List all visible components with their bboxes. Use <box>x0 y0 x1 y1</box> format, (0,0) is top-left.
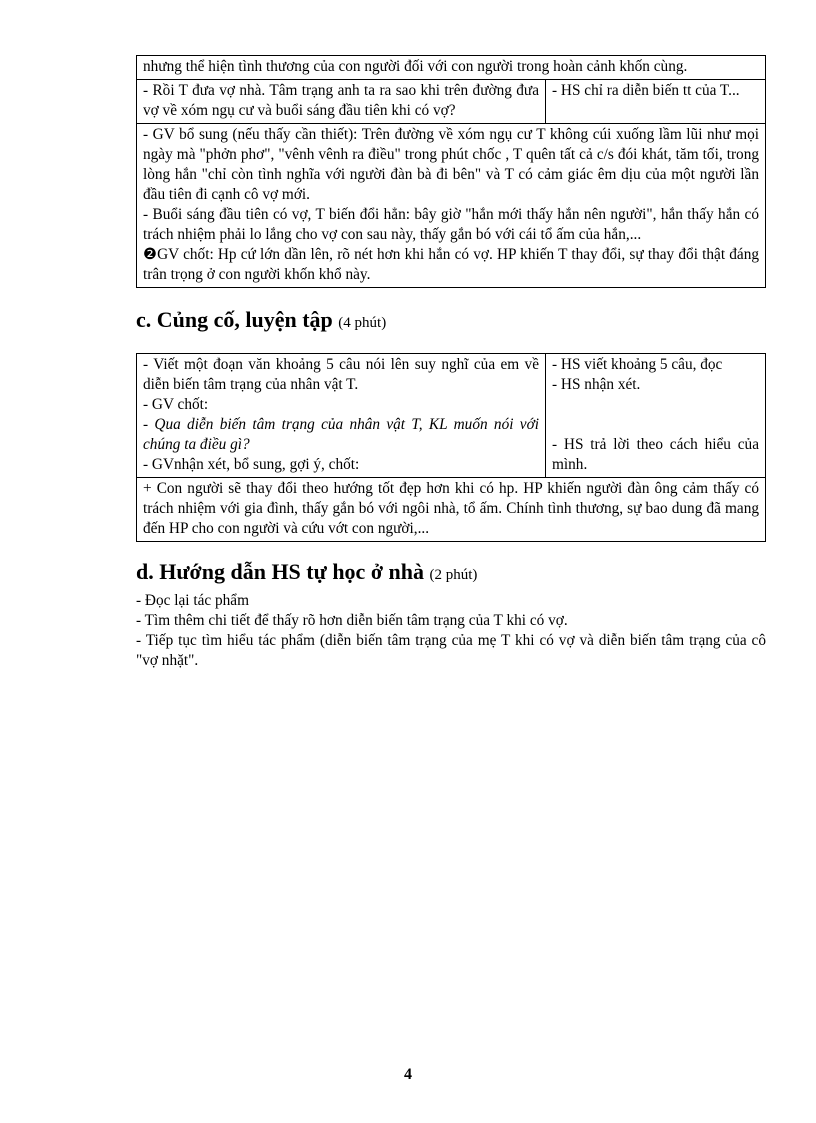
section-d-title: d. Hướng dẫn HS tự học ở nhà <box>136 559 424 584</box>
teacher-supplement: - GV bổ sung (nếu thấy cần thiết): Trên đường về xóm ngụ cư T không cúi xuống lầm lũi như mọi ngày mà "phởn phơ", "vênh vênh ra điều" trong phút chốc , T quên tất cả c/s đói khát, tăm tối, trong lòng hắn "chỉ còn tình nghĩa với người đàn bà đi bên" và T có cảm giác êm dịu của một người lần đầu tiên đi cạnh cô vợ mới. <box>143 126 759 203</box>
student-comments: - HS nhận xét. <box>552 376 641 393</box>
student-answers: - HS trả lời theo cách hiểu của mình. <box>552 436 759 473</box>
lesson-table-1 <box>136 55 766 288</box>
section-d-heading <box>136 558 766 589</box>
lesson-table-2 <box>136 353 766 542</box>
page-content <box>136 55 766 671</box>
discussion-question: - Qua diễn biến tâm trạng của nhân vật T, KL muốn nói với chúng ta điều gì? <box>143 416 539 453</box>
teacher-question: - Rồi T đưa vợ nhà. Tâm trạng anh ta ra sao khi trên đường đưa vợ về xóm ngụ cư và buổi sáng đầu tiên khi có vợ? <box>143 82 539 119</box>
lesson-conclusion: + Con người sẽ thay đổi theo hướng tốt đẹp hơn khi có hp. HP khiến người đàn ông cảm thấy có trách nhiệm với gia đình, thấy gắn bó với ngôi nhà, tổ ấm. Chính tình thương, sự bao dung đã mang đến HP cho con người và cứu vớt con người,... <box>143 480 759 537</box>
student-activity: - HS chỉ ra diễn biến tt của T... <box>552 82 740 99</box>
teacher-conclusion <box>143 245 759 285</box>
section-d-time: (2 phút) <box>429 567 478 583</box>
spacer <box>552 395 759 415</box>
table2-left <box>137 354 546 478</box>
table1-row1-text: nhưng thể hiện tình thương của con người đối với con người trong hoàn cảnh khốn cùng. <box>143 58 688 75</box>
homework-item: - Đọc lại tác phẩm <box>136 592 249 609</box>
homework-item: - Tiếp tục tìm hiểu tác phẩm (diễn biến tâm trạng của mẹ T khi có vợ và diễn biến tâm trạng của cô "vợ nhặt". <box>136 632 766 669</box>
table1-row1 <box>137 56 766 80</box>
spacer <box>552 415 759 435</box>
section-c-time: (4 phút) <box>338 315 387 331</box>
homework-item: - Tìm thêm chi tiết để thấy rõ hơn diễn biến tâm trạng của T khi có vợ. <box>136 612 568 629</box>
bullet-icon: ❷ <box>143 246 158 263</box>
page-number: 4 <box>404 1066 412 1083</box>
teacher-conclusion-text: GV chốt: Hp cứ lớn dần lên, rõ nét hơn khi hắn có vợ. HP khiến T thay đổi, sự thay đổi thật đáng trân trọng ở con người khốn khổ này. <box>143 246 759 283</box>
teacher-summary-label: - GV chốt: <box>143 396 209 413</box>
section-c-title: c. Củng cố, luyện tập <box>136 307 333 332</box>
student-writes: - HS viết khoảng 5 câu, đọc <box>552 356 723 373</box>
morning-change-paragraph: - Buổi sáng đầu tiên có vợ, T biến đổi hẳn: bây giờ "hắn mới thấy hắn nên người", hắn thấy hắn có trách nhiệm phải lo lắng cho vợ con sau này, thấy gắn bó với cái tổ ấm của hắn,... <box>143 206 759 243</box>
table1-row3 <box>137 124 766 288</box>
table1-row2-left <box>137 80 546 124</box>
table2-bottom <box>137 478 766 542</box>
table2-right <box>546 354 766 478</box>
section-c-heading <box>136 306 766 337</box>
writing-task: - Viết một đoạn văn khoảng 5 câu nói lên suy nghĩ của em về diễn biến tâm trạng của nhân vật T. <box>143 356 539 393</box>
table1-row2-right <box>546 80 766 124</box>
teacher-feedback: - GVnhận xét, bổ sung, gợi ý, chốt: <box>143 456 360 473</box>
